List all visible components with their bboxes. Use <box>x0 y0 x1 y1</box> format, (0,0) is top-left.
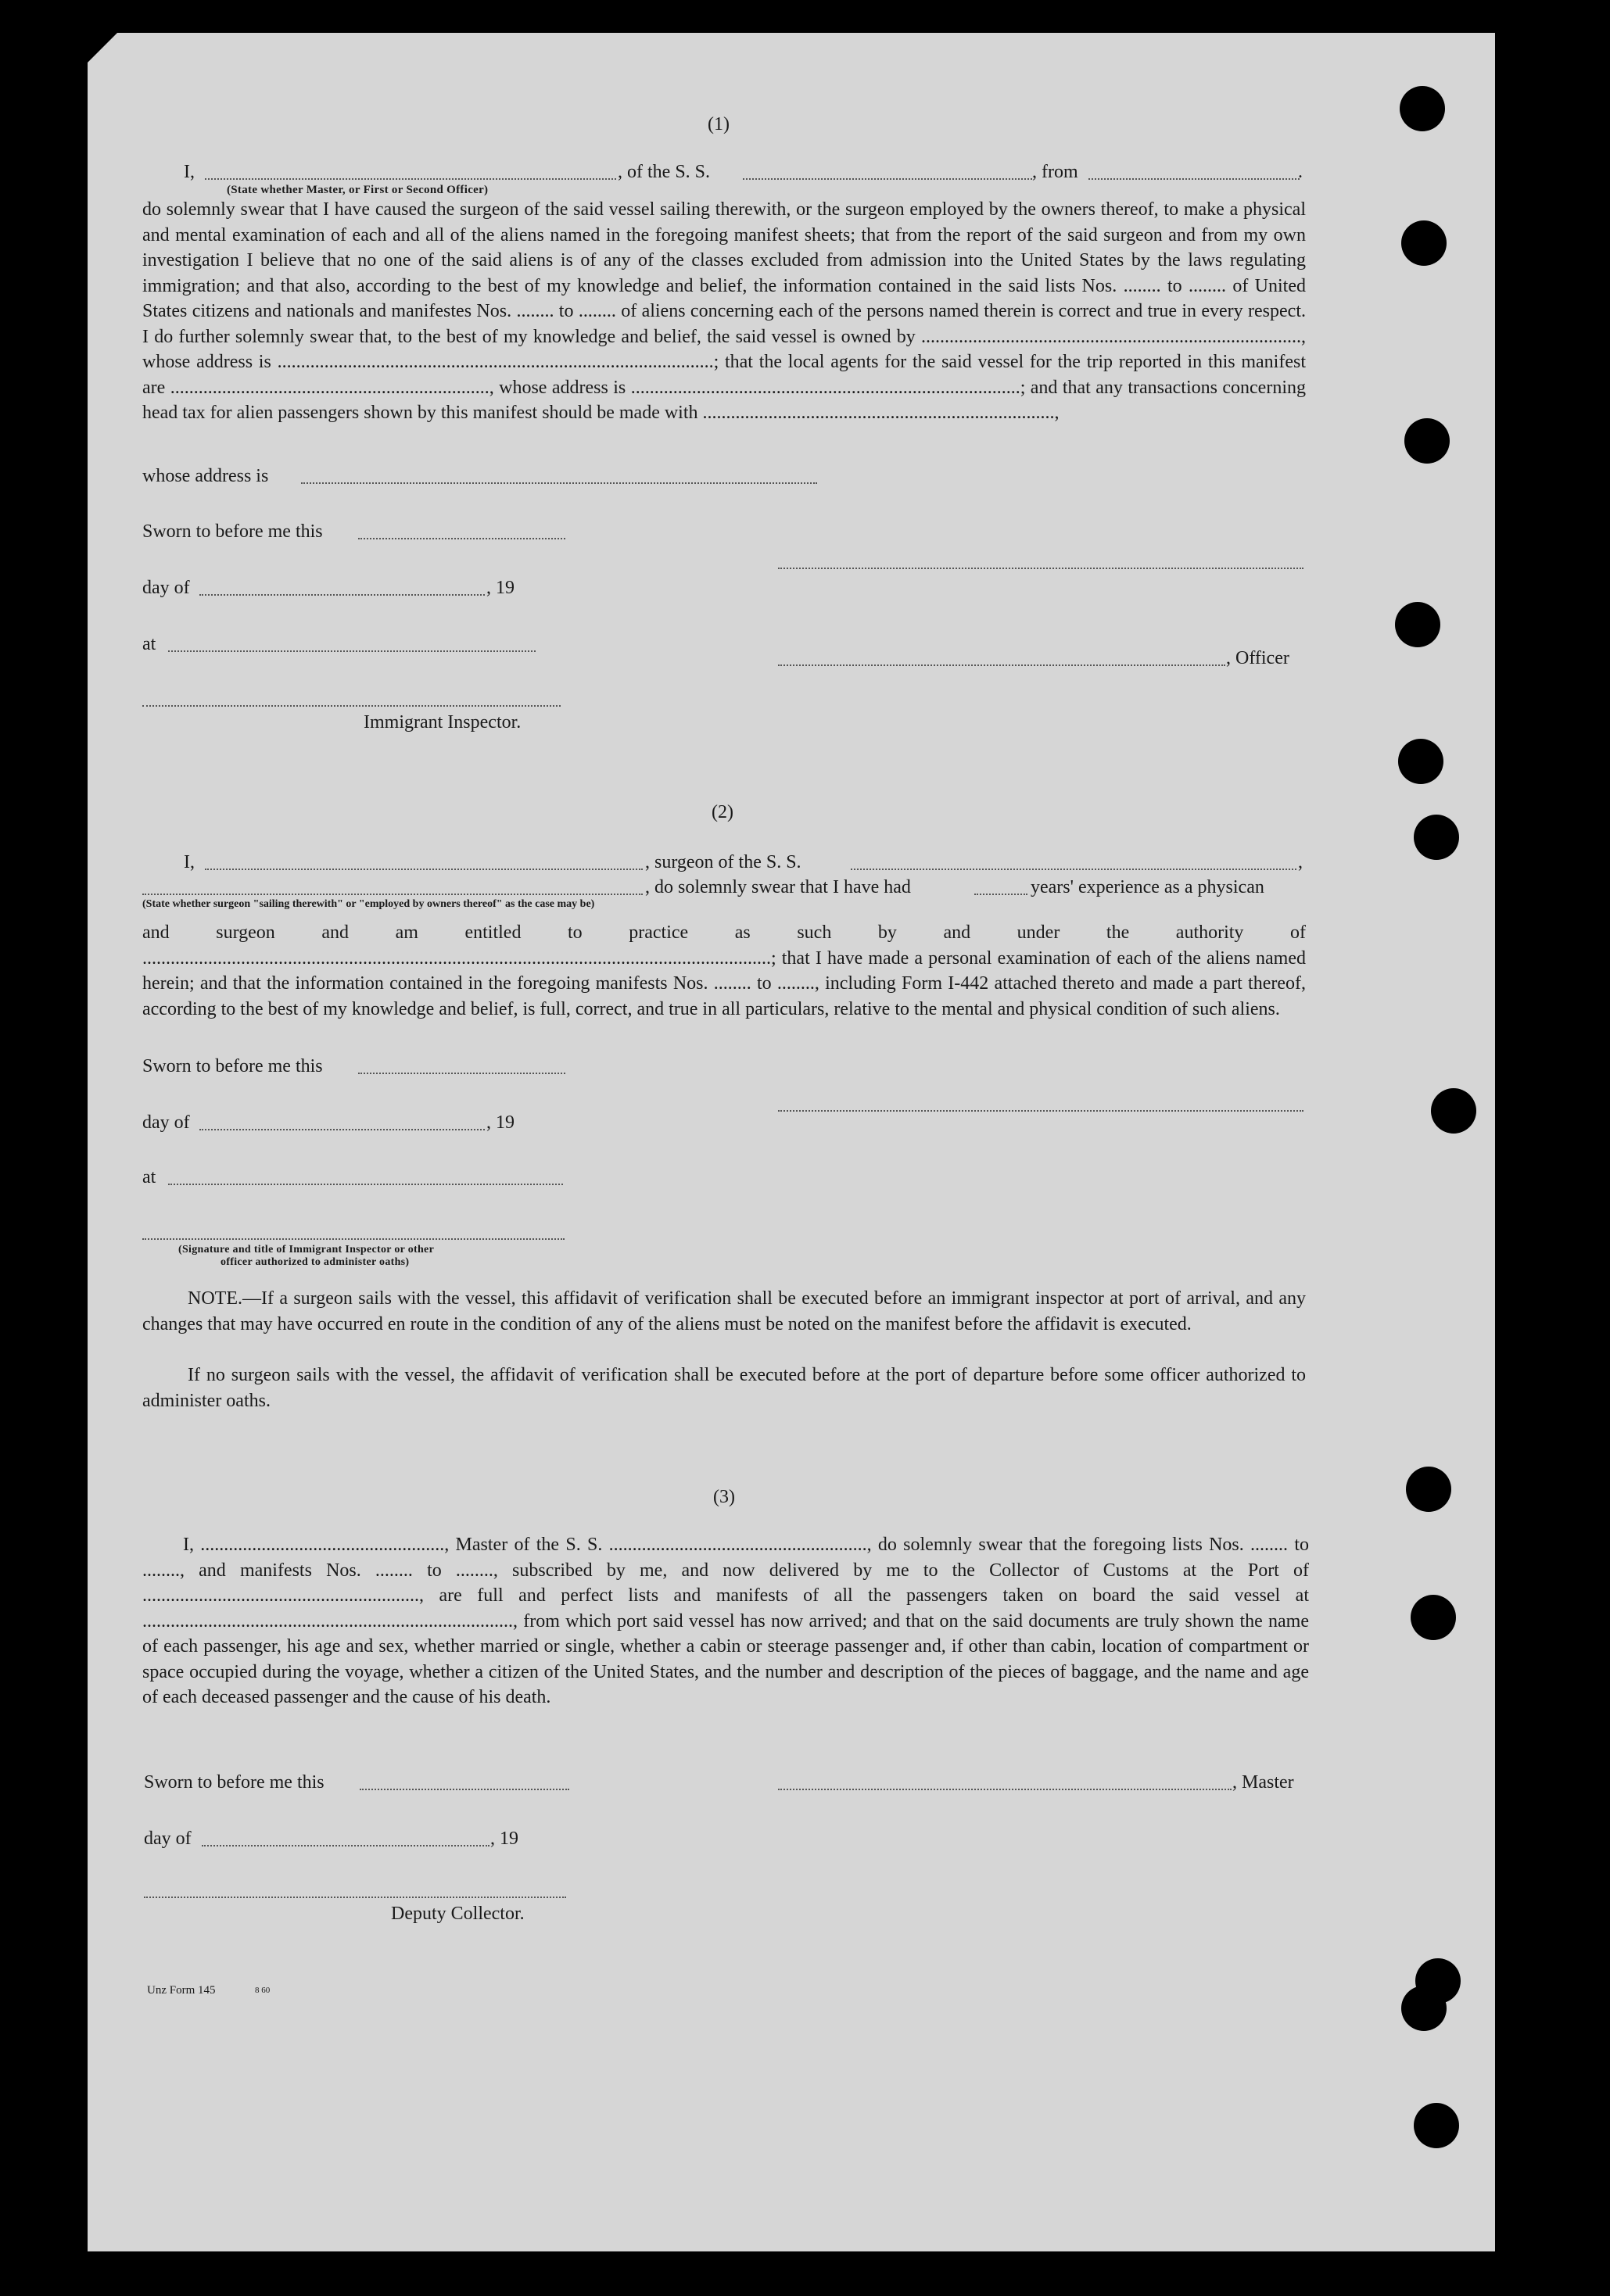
s2-at-field[interactable] <box>168 1184 563 1185</box>
s1-from-field[interactable] <box>1088 178 1300 180</box>
s2-swear-label: , do solemnly swear that I have had <box>645 877 911 897</box>
s1-sworn-label: Sworn to before me this <box>142 521 323 542</box>
s1-head-tax-address-field[interactable] <box>301 482 817 484</box>
s2-signature-note-1: (Signature and title of Immigrant Inspector or other <box>178 1244 435 1255</box>
s1-sworn-field[interactable] <box>358 538 565 539</box>
punch-hole <box>1406 1467 1451 1512</box>
s1-officer-signature-field[interactable] <box>778 664 1225 666</box>
s3-oath-paragraph: I, ...................................................., Master of the S. S. ......................................................., do solemnly swear that the foregoing lists Nos. ........ to ........, and manifests Nos. ........ to ........, subscribed by me, and now delivered by me to the Collector of Customs at the Port of ..........................................................., are full and perfect lists and manifests of all the passengers taken on board the said vessel at ..............................................................................., from which port said vessel has now arrived; and that on the said documents are truly shown the name of each passenger, his age and sex, whether married or single, whether a cabin or steerage passenger and, if other than cabin, location of compartment or space occupied during the voyage, whether a citizen of the United States, and the number and description of the pieces of baggage, and the name and age of each deceased passenger and the cause of his death. <box>142 1535 1309 1707</box>
s2-sworn-label: Sworn to before me this <box>142 1056 323 1076</box>
punch-hole <box>1414 2103 1459 2148</box>
s2-signature-note-2: officer authorized to administer oaths) <box>221 1256 410 1268</box>
s1-whose-address-label: whose address is <box>142 466 269 486</box>
form-date-code: 8 60 <box>255 1986 271 1995</box>
s3-sworn-field[interactable] <box>360 1789 569 1790</box>
s1-at-field[interactable] <box>168 650 536 652</box>
s2-vessel-field[interactable] <box>851 869 1296 870</box>
punch-hole <box>1431 1088 1476 1134</box>
section-1-number: (1) <box>708 114 730 134</box>
s2-surgeon-name-field[interactable] <box>205 869 643 870</box>
s2-surgeon-note: (State whether surgeon "sailing therewith" or "employed by owners thereof" as the case may be) <box>142 898 595 910</box>
s2-day-field[interactable] <box>199 1129 485 1130</box>
s1-i-label: I, <box>184 162 195 182</box>
s3-collector-signature-field[interactable] <box>144 1897 566 1898</box>
s3-deputy-label: Deputy Collector. <box>391 1904 525 1924</box>
s2-inspector-signature-field[interactable] <box>142 1238 565 1240</box>
s2-oath-paragraph: and surgeon and am entitled to practice as such by and under the authority of ......................................................................................................................................; that I have made a personal examination of each of the aliens named herein; and that the information contained in the foregoing manifests Nos. ........ to ........, including Form I-442 attached thereto and made a part thereof, according to the best of my knowledge and belief, is full, correct, and true in all particulars, relative to the mental and physical condition of such aliens. <box>142 922 1306 1019</box>
s1-line-end: . <box>1298 162 1303 182</box>
s1-officer-note: (State whether Master, or First or Second Officer) <box>227 184 489 196</box>
s2-day-of-label: day of <box>142 1112 190 1133</box>
s2-note-paragraph-2: If no surgeon sails with the vessel, the affidavit of verification shall be executed before at the port of departure before some officer authorized to administer oaths. <box>142 1365 1306 1411</box>
s1-inspector-signature-field[interactable] <box>142 705 561 707</box>
s1-from-label: , from <box>1032 162 1078 182</box>
section-2-number: (2) <box>712 802 733 822</box>
s2-note-paragraph-1: NOTE.—If a surgeon sails with the vessel, this affidavit of verification shall be executed before an immigrant inspector at port of arrival, and any changes that may have occurred en route in the condition of any of the aliens must be noted on the manifest before the affidavit is executed. <box>142 1288 1306 1334</box>
section-3-number: (3) <box>713 1487 735 1507</box>
s1-at-label: at <box>142 634 156 654</box>
s2-line-end: , <box>1298 852 1303 872</box>
s3-master-label: , Master <box>1232 1772 1294 1793</box>
s2-years-field[interactable] <box>974 894 1027 895</box>
punch-hole <box>1404 418 1450 464</box>
s2-i-label: I, <box>184 852 195 872</box>
s1-oath-paragraph: do solemnly swear that I have caused the surgeon of the said vessel sailing therewith, or the surgeon employed by the owners thereof, to make a physical and mental examination of each and all of the aliens named in the foregoing manifest sheets; that from the report of the said surgeon and from my own investigation I believe that no one of the said aliens is of any of the classes excluded from admission into the United States by the laws regulating immigration; and that also, according to the best of my knowledge and belief, the information contained in the said lists Nos. ........ to ........ of United States citizens and nationals and manifestes Nos. ........ to ........ of aliens concerning each of the persons named therein is correct and true in every respect. I do further solemnly swear that, to the best of my knowledge and belief, the said vessel is owned by ................................................................................., whose address is .............................................................................................; that the local agents for the said vessel for the trip reported in this manifest are ...................................................................., whose address is ...................................................................................; and that any transactions concerning head tax for alien passengers shown by this manifest should be made with ..........................................................................., <box>142 199 1306 423</box>
punch-hole <box>1401 1986 1447 2031</box>
s3-day-field[interactable] <box>202 1845 489 1846</box>
s1-inspector-label: Immigrant Inspector. <box>364 712 522 732</box>
s2-signature-line[interactable] <box>778 1110 1303 1112</box>
punch-hole <box>1395 602 1440 647</box>
s1-officer-label: , Officer <box>1226 648 1289 668</box>
s2-years-label: years' experience as a physican <box>1031 877 1264 897</box>
s1-officer-field[interactable] <box>205 178 616 180</box>
s1-day-of-label: day of <box>142 578 190 598</box>
s3-year-label: , 19 <box>490 1829 518 1849</box>
s1-vessel-field[interactable] <box>743 178 1032 180</box>
s1-day-field[interactable] <box>199 594 485 596</box>
s2-at-label: at <box>142 1167 156 1187</box>
punch-hole <box>1398 739 1443 784</box>
punch-hole <box>1411 1595 1456 1640</box>
s1-of-ss-label: , of the S. S. <box>618 162 711 182</box>
s3-master-signature-field[interactable] <box>778 1789 1232 1790</box>
s2-surgeon-type-field[interactable] <box>142 894 643 895</box>
s3-sworn-label: Sworn to before me this <box>144 1772 325 1793</box>
s1-year-label: , 19 <box>486 578 515 598</box>
s3-day-of-label: day of <box>144 1829 192 1849</box>
punch-hole <box>1401 220 1447 266</box>
form-number: Unz Form 145 <box>147 1984 216 1997</box>
s2-year-label: , 19 <box>486 1112 515 1133</box>
s2-sworn-field[interactable] <box>358 1073 565 1074</box>
punch-hole <box>1400 86 1445 131</box>
s2-surgeon-label: , surgeon of the S. S. <box>645 852 801 872</box>
s1-signature-line[interactable] <box>778 568 1303 569</box>
punch-hole <box>1414 815 1459 860</box>
